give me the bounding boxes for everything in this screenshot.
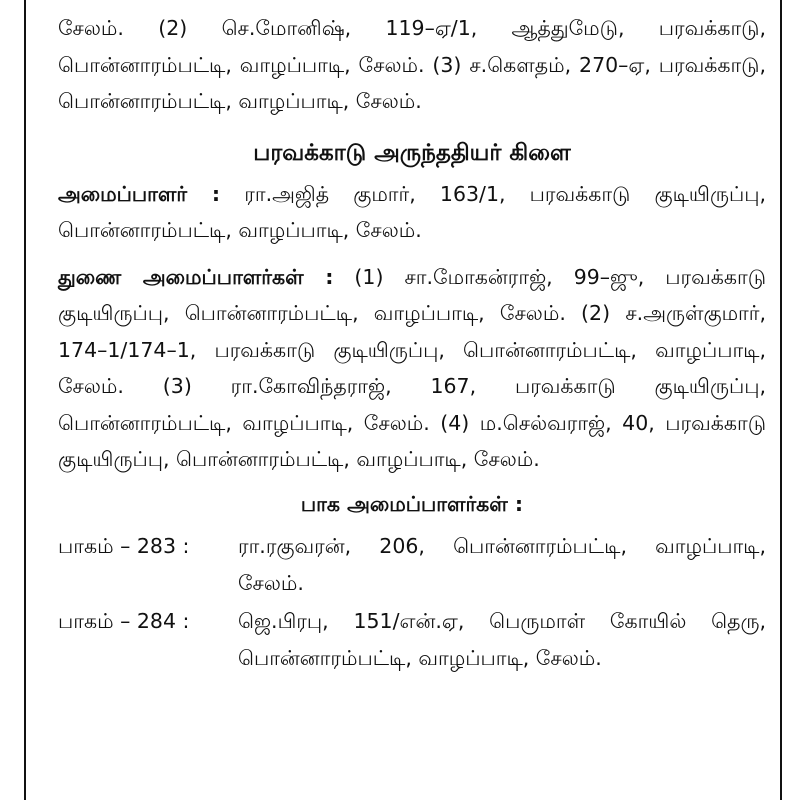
branch-heading: பரவக்காடு அருந்ததியர் கிளை [253, 139, 571, 166]
ward-organizers-heading: பாக அமைப்பாளர்கள் : [300, 491, 524, 516]
organizer-paragraph [58, 176, 766, 249]
ward-entry [58, 603, 766, 676]
ward-label: பாகம் – 284 : [58, 609, 190, 633]
document-body [58, 10, 766, 676]
deputy-organizers-text: (1) சா.மோகன்ராஜ், 99–ஜு, பரவக்காடு குடியிருப்பு, பொன்னாரம்பட்டி, வாழப்பாடி, சேலம். (2) ச.அருள்குமார், 174–1/174–1, பரவக்காடு குடியிருப்பு, பொன்னாரம்பட்டி, வாழப்பாடி, சேலம். (3) ரா.கோவிந்தராஜ், 167, பரவக்காடு குடியிருப்பு, பொன்னாரம்பட்டி, வாழப்பாடி, சேலம். (4) ம.செல்வராஜ், 40, பரவக்காடு குடியிருப்பு, பொன்னாரம்பட்டி, வாழப்பாடி, சேலம். [58, 264, 766, 471]
ward-text: ரா.ரகுவரன், 206, பொன்னாரம்பட்டி, வாழப்பாடி, சேலம். [238, 534, 766, 595]
ward-entry [58, 528, 766, 601]
ward-text: ஜெ.பிரபு, 151/என்.ஏ, பெருமாள் கோயில் தெரு, பொன்னாரம்பட்டி, வாழப்பாடி, சேலம். [238, 609, 766, 670]
organizer-label: அமைப்பாளர் : [58, 181, 221, 206]
ward-label: பாகம் – 283 : [58, 534, 190, 558]
deputy-organizers-paragraph [58, 259, 766, 478]
intro-paragraph: சேலம். (2) செ.மோனிஷ், 119–ஏ/1, ஆத்துமேடு, பரவக்காடு, பொன்னாரம்பட்டி, வாழப்பாடி, சேலம். (3) ச.கௌதம், 270–ஏ, பரவக்காடு, பொன்னாரம்பட்டி, வாழப்பாடி, சேலம். [58, 16, 766, 113]
deputy-organizers-label: துணை அமைப்பாளர்கள் : [58, 264, 334, 289]
organizer-text: ரா.அஜித் குமார், 163/1, பரவக்காடு குடியிருப்பு, பொன்னாரம்பட்டி, வாழப்பாடி, சேலம். [58, 181, 766, 242]
